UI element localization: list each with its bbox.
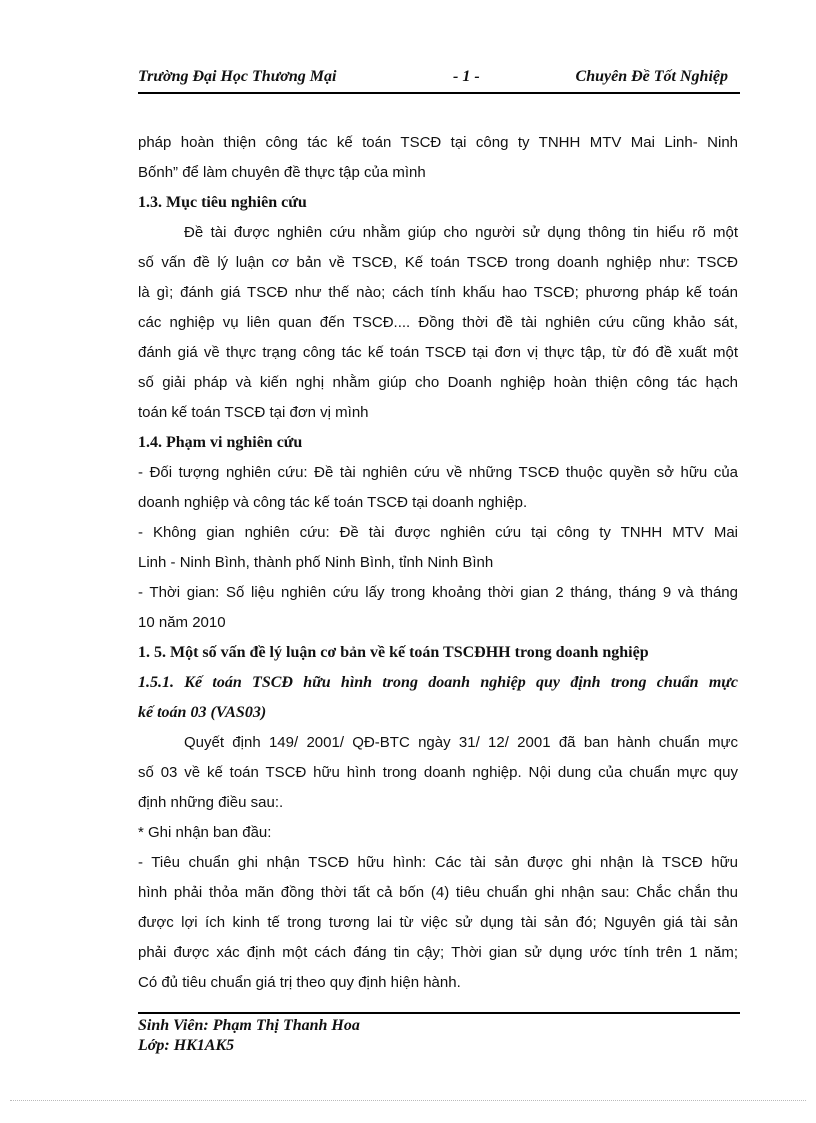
section-heading-1-4: 1.4. Phạm vi nghiên cứu	[138, 434, 303, 451]
footer-divider	[138, 1012, 740, 1014]
page-footer	[138, 1016, 360, 1056]
text-line: pháp hoàn thiện công tác kế toán TSCĐ tại công ty TNHH MTV Mai Linh- Ninh	[138, 134, 738, 151]
page-header	[138, 66, 740, 94]
text-line: Linh - Ninh Bình, thành phố Ninh Bình, tỉnh Ninh Bình	[138, 554, 494, 571]
text-line: - Tiêu chuẩn ghi nhận TSCĐ hữu hình: Các tài sản được ghi nhận là TSCĐ hữu	[138, 854, 738, 871]
text-line: Bốnh” để làm chuyên đề thực tập của mình	[138, 164, 426, 181]
text-line: số vấn đề lý luận cơ bản về TSCĐ, Kế toán TSCĐ trong doanh nghiệp như: TSCĐ	[138, 254, 738, 271]
section-heading-1-5: 1. 5. Một số vấn đề lý luận cơ bản về kế toán TSCĐHH trong doanh nghiệp	[138, 644, 649, 661]
text-line: Có đủ tiêu chuẩn giá trị theo quy định hiện hành.	[138, 974, 461, 991]
text-line: định những điều sau:.	[138, 794, 284, 811]
text-line: - Đối tượng nghiên cứu: Đề tài nghiên cứu về những TSCĐ thuộc quyền sở hữu của	[138, 464, 738, 481]
text-line: Đề tài được nghiên cứu nhằm giúp cho người sử dụng thông tin hiểu rõ một	[184, 224, 738, 241]
page-number: - 1 -	[453, 68, 480, 85]
text-line: phải được xác định một cách đáng tin cậy; Thời gian sử dụng ước tính trên 1 năm;	[138, 944, 738, 961]
text-line: * Ghi nhận ban đầu:	[138, 824, 272, 841]
text-line: 10 năm 2010	[138, 614, 226, 631]
text-line: - Không gian nghiên cứu: Đề tài được nghiên cứu tại công ty TNHH MTV Mai	[138, 524, 738, 541]
text-line: toán kế toán TSCĐ tại đơn vị mình	[138, 404, 369, 421]
text-line: là gì; đánh giá TSCĐ như thế nào; cách tính khấu hao TSCĐ; phương pháp kế toán	[138, 284, 738, 301]
text-line: doanh nghiệp và công tác kế toán TSCĐ tại doanh nghiệp.	[138, 494, 528, 511]
subsection-heading-1-5-1-cont: kế toán 03 (VAS03)	[138, 704, 267, 721]
text-line: Quyết định 149/ 2001/ QĐ-BTC ngày 31/ 12/ 2001 đã ban hành chuẩn mực	[184, 734, 738, 751]
text-line: - Thời gian: Số liệu nghiên cứu lấy trong khoảng thời gian 2 tháng, tháng 9 và tháng	[138, 584, 738, 601]
footer-student: Sinh Viên: Phạm Thị Thanh Hoa	[138, 1017, 360, 1034]
footer-class: Lớp: HK1AK5	[138, 1037, 235, 1054]
text-line: số giải pháp và kiến nghị nhằm giúp cho Doanh nghiệp hoàn thiện công tác hạch	[138, 374, 738, 391]
text-line: đánh giá về thực trạng công tác kế toán TSCĐ tại đơn vị thực tập, từ đó đề xuất một	[138, 344, 738, 361]
text-line: hình phải thỏa mãn đồng thời tất cả bốn (4) tiêu chuẩn ghi nhận sau: Chắc chắn thu	[138, 884, 738, 901]
page-bottom-divider	[10, 1100, 806, 1101]
header-school: Trường Đại Học Thương Mại	[138, 68, 337, 85]
text-line: số 03 về kế toán TSCĐ hữu hình trong doanh nghiệp. Nội dung của chuẩn mực quy	[138, 764, 738, 781]
header-document-type: Chuyên Đề Tốt Nghiệp	[575, 68, 728, 85]
text-line: các nghiệp vụ liên quan đến TSCĐ.... Đồng thời đề tài nghiên cứu cũng khảo sát,	[138, 314, 738, 331]
text-line: được lợi ích kinh tế trong tương lai từ việc sử dụng tài sản đó; Nguyên giá tài sản	[138, 914, 738, 931]
subsection-heading-1-5-1: 1.5.1. Kế toán TSCĐ hữu hình trong doanh nghiệp quy định trong chuẩn mực	[138, 674, 738, 691]
document-body	[138, 128, 738, 998]
section-heading-1-3: 1.3. Mục tiêu nghiên cứu	[138, 194, 307, 211]
